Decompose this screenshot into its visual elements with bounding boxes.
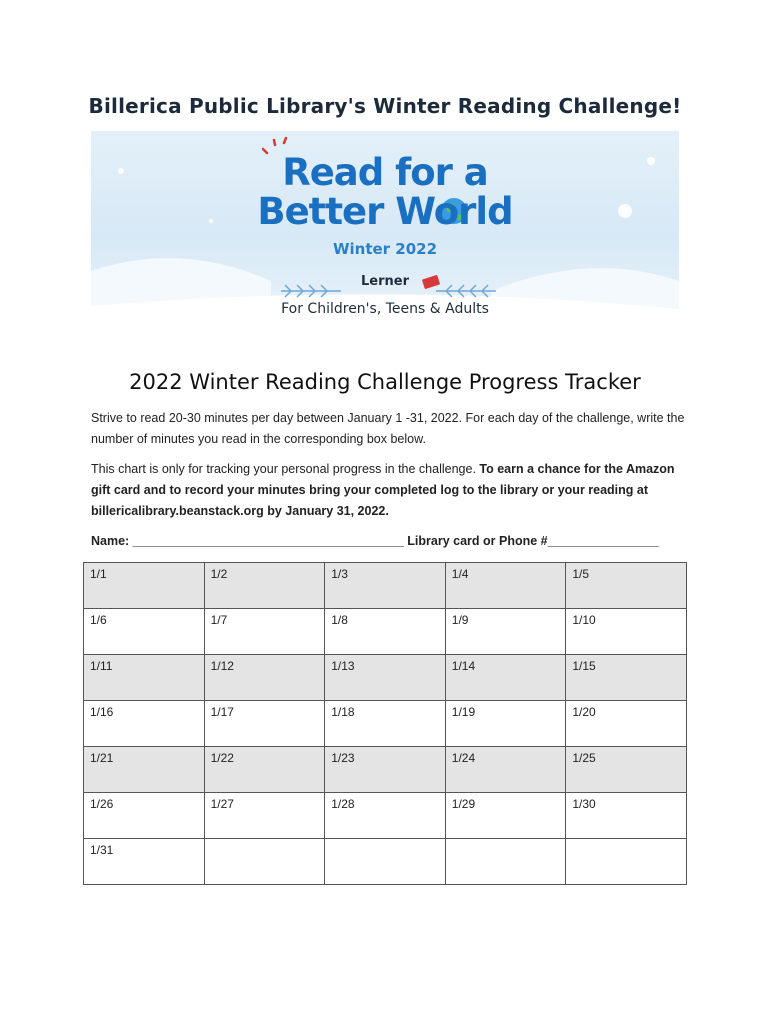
day-cell[interactable]: 1/30 <box>566 793 687 839</box>
table-row <box>84 609 687 655</box>
day-cell[interactable]: 1/24 <box>445 747 566 793</box>
library-header-title: Billerica Public Library's Winter Reading Challenge! <box>88 94 682 118</box>
day-cell[interactable]: 1/11 <box>84 655 205 701</box>
prize-paragraph <box>91 459 691 522</box>
prize-paragraph-plain: This chart is only for tracking your personal progress in the challenge. <box>91 462 480 476</box>
banner-audience: For Children's, Teens & Adults <box>281 301 489 317</box>
day-cell[interactable]: 1/25 <box>566 747 687 793</box>
table-row <box>84 839 687 885</box>
day-cell[interactable]: 1/12 <box>204 655 325 701</box>
day-cell[interactable]: 1/5 <box>566 563 687 609</box>
day-cell[interactable]: 1/8 <box>325 609 446 655</box>
day-cell[interactable]: 1/15 <box>566 655 687 701</box>
day-cell[interactable]: 1/21 <box>84 747 205 793</box>
day-cell[interactable]: 1/10 <box>566 609 687 655</box>
banner-headline-line1: Read for a <box>282 151 488 194</box>
day-cell[interactable]: 1/19 <box>445 701 566 747</box>
banner-headline-line2: Better World <box>257 190 513 233</box>
day-cell[interactable]: 1/23 <box>325 747 446 793</box>
day-cell[interactable] <box>566 839 687 885</box>
day-cell[interactable]: 1/16 <box>84 701 205 747</box>
prize-paragraph-bold: To earn a chance for the Amazon gift card and to record your minutes bring your completed log to the library or your reading at billericalibrary.beanstack.org by January 31, 2022. <box>91 462 675 518</box>
table-row <box>84 563 687 609</box>
challenge-banner <box>91 131 679 324</box>
day-cell[interactable]: 1/18 <box>325 701 446 747</box>
publisher-logo-text: Lerner <box>361 274 409 289</box>
day-cell[interactable]: 1/1 <box>84 563 205 609</box>
day-cell[interactable]: 1/9 <box>445 609 566 655</box>
day-cell[interactable]: 1/31 <box>84 839 205 885</box>
day-cell[interactable]: 1/29 <box>445 793 566 839</box>
day-cell[interactable]: 1/17 <box>204 701 325 747</box>
tracker-title: 2022 Winter Reading Challenge Progress Tracker <box>129 370 641 394</box>
day-cell[interactable]: 1/13 <box>325 655 446 701</box>
day-cell[interactable]: 1/3 <box>325 563 446 609</box>
day-cell[interactable]: 1/20 <box>566 701 687 747</box>
day-cell[interactable]: 1/7 <box>204 609 325 655</box>
day-cell[interactable] <box>445 839 566 885</box>
day-cell[interactable]: 1/26 <box>84 793 205 839</box>
name-phone-field[interactable]: Name: _______________________________________ Library card or Phone #________________ <box>91 534 659 548</box>
day-cell[interactable]: 1/28 <box>325 793 446 839</box>
banner-season: Winter 2022 <box>332 240 438 258</box>
table-row <box>84 747 687 793</box>
reading-tracker-table <box>83 562 687 885</box>
day-cell[interactable] <box>204 839 325 885</box>
table-row <box>84 701 687 747</box>
day-cell[interactable]: 1/4 <box>445 563 566 609</box>
day-cell[interactable]: 1/14 <box>445 655 566 701</box>
day-cell[interactable]: 1/22 <box>204 747 325 793</box>
table-row <box>84 655 687 701</box>
day-cell[interactable]: 1/27 <box>204 793 325 839</box>
day-cell[interactable]: 1/6 <box>84 609 205 655</box>
instructions-paragraph: Strive to read 20-30 minutes per day between January 1 -31, 2022. For each day of the challenge, write the number of minutes you read in the corresponding box below. <box>91 411 685 446</box>
table-row <box>84 793 687 839</box>
day-cell[interactable]: 1/2 <box>204 563 325 609</box>
day-cell[interactable] <box>325 839 446 885</box>
